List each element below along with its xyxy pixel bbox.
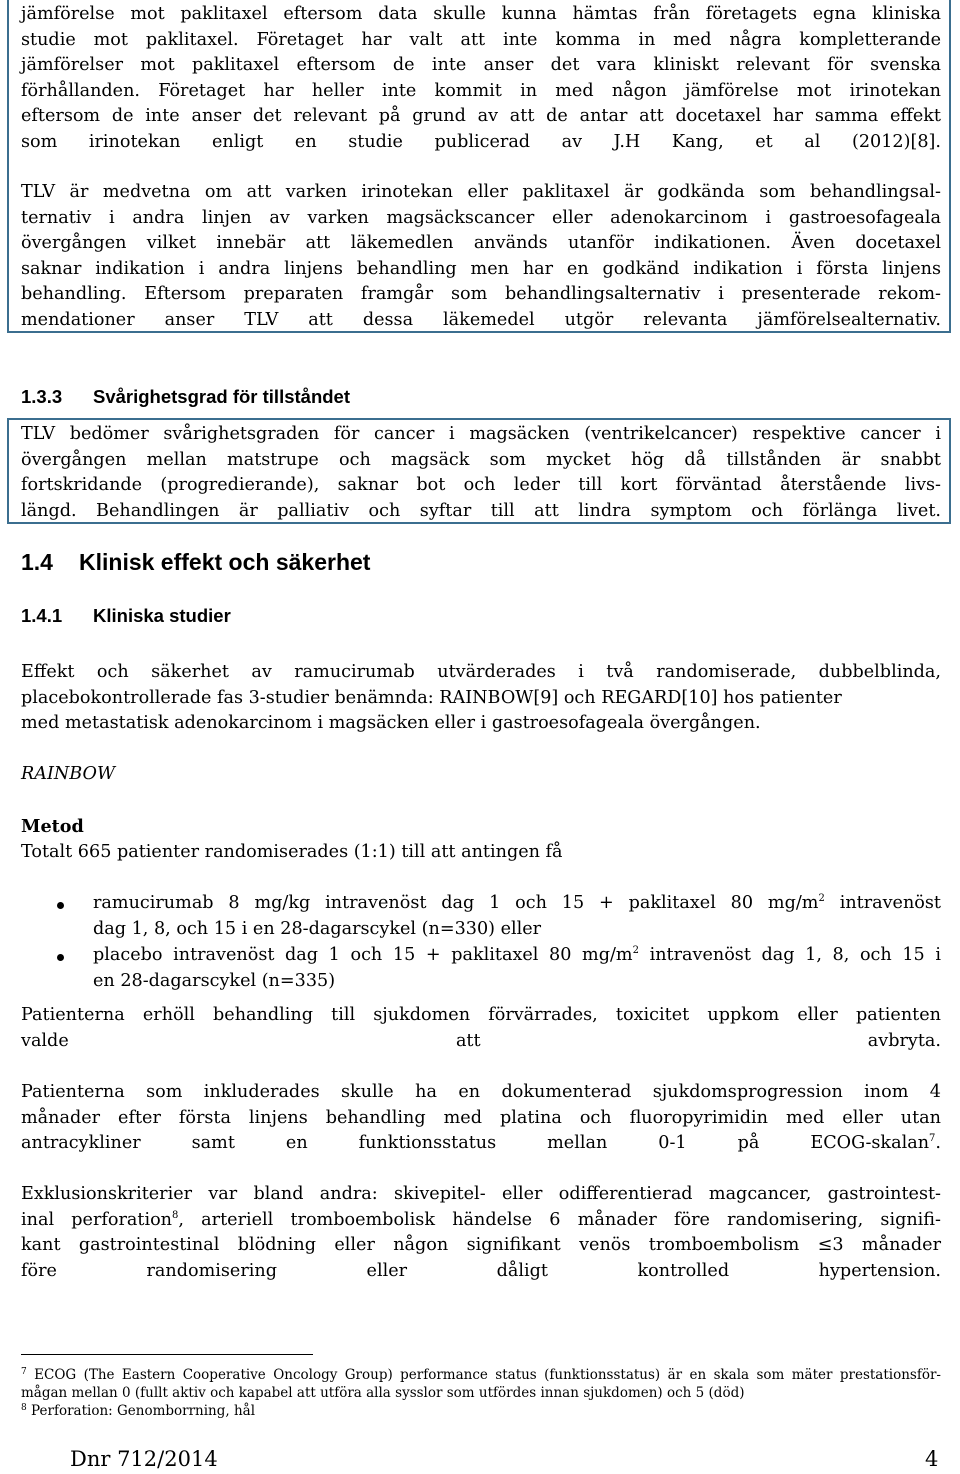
text-line: mendationer anser TLV att dessa läkemedel utgör relevanta jämförelsealternativ. (21, 309, 941, 330)
text-line: placebo intravenöst dag 1 och 15 + paklitaxel 80 $mg/m^2$ intravenöst dag 1, 8, och 15 i (93, 945, 941, 965)
rainbow-label: RAINBOW (21, 764, 116, 784)
text-line: antracykliner samt en funktionsstatus mellan 0-1 på ECOG-skalan$^7$. (21, 1133, 941, 1153)
text-line: Exklusionskriterier var bland andra: skivepitel- eller odifferentierad magcancer, gastrointest- (21, 1184, 941, 1204)
footnote-line: $^8$ Perforation: Genomborrning, hål (21, 1403, 256, 1419)
metod-label: Metod (21, 816, 84, 837)
text-line: en 28-dagarscykel (n=335) (93, 970, 336, 991)
section-number: 1.4 (21, 549, 53, 575)
text-line: längd. Behandlingen är palliativ och syftar till att lindra symptom och förlänga livet. (21, 500, 941, 521)
text-line: jämförelse mot paklitaxel eftersom data skulle kunna hämtas från företagets egna kliniska (21, 4, 941, 24)
text-line: dag 1, 8, och 15 i en 28-dagarscykel (n=330) eller (93, 918, 542, 939)
section-number: 1.4.1 (21, 605, 63, 626)
text-line: Patienterna erhöll behandling till sjukdomen förvärrades, toxicitet uppkom eller patienten (21, 1005, 941, 1025)
text-line: eftersom de inte anser det relevant på grund av att de antar att docetaxel har samma effekt (21, 106, 941, 126)
section-title: Klinisk effekt och säkerhet (79, 549, 371, 575)
section-title: Kliniska studier (93, 605, 231, 626)
metod-intro: Totalt 665 patienter randomiserades (1:1) till att antingen få (21, 842, 563, 862)
studies-intro-paragraph (21, 660, 941, 737)
text-line: studie mot paklitaxel. Företaget har valt att inte komma in med några kompletterande (21, 29, 941, 50)
text-line: placebokontrollerade fas 3-studier benämnda: RAINBOW[9] och REGARD[10] hos patienter (21, 687, 842, 708)
text-line: ramucirumab 8 mg/kg intravenöst dag 1 och 15 + paklitaxel 80 $mg/m^2$ intravenöst (93, 893, 941, 913)
text-line: kant gastrointestinal blödning eller någon signifikant venös tromboembolism ≤3 månader (21, 1235, 941, 1255)
text-line: förhållanden. Företaget har heller inte kommit in med någon jämförelse mot irinotekan (21, 80, 941, 101)
section-number: 1.3.3 (21, 386, 63, 407)
tlv-assessment-paragraph (21, 180, 941, 333)
text-line: jämförelser mot paklitaxel eftersom de inte anser det vara kliniskt relevant för svenska (21, 55, 941, 75)
text-line: ternativ i andra linjen av varken magsäckscancer eller adenokarcinom i gastroesofageala (21, 207, 941, 228)
text-line: med metastatisk adenokarcinom i magsäcken eller i gastroesofageala övergången. (21, 713, 761, 733)
text-line: övergången mellan matstrupe och magsäck som mycket hög då tillstånden är snabbt (21, 449, 941, 470)
text-line: valde att avbryta. (21, 1030, 941, 1051)
list-item (21, 891, 941, 943)
text-line: övergången vilket innebär att läkemedlen används utanför indikationen. Även docetaxel (21, 233, 941, 253)
section-heading-1-3-3 (21, 386, 350, 408)
text-line: fortskridande (progredierande), saknar bot och leder till kort förväntad återstående livs- (21, 475, 941, 495)
text-line: saknar indikation i andra linjens behandling men har en godkänd indikation i första linjens (21, 258, 941, 279)
document-number: Dnr 712/2014 (70, 1447, 218, 1471)
section-heading-1-4 (21, 549, 370, 576)
list-item (21, 943, 941, 995)
text-line: behandling. Eftersom preparaten framgår som behandlingsalternativ i presenterade rekom- (21, 284, 941, 304)
text-line: TLV bedömer svårighetsgraden för cancer i magsäcken (ventrikelcancer) respektive cancer i (21, 424, 941, 444)
section-title: Svårighetsgrad för tillståndet (93, 386, 350, 407)
treatment-paragraph (21, 1003, 941, 1054)
severity-paragraph (21, 422, 941, 524)
page-number: 4 (925, 1447, 939, 1471)
comparison-paragraph (21, 2, 941, 155)
footnote-line: $^7$ ECOG (The Eastern Cooperative Oncology Group) performance status (funktionsstatus) är en skala som mäter prestationsför- (21, 1367, 941, 1383)
footnote-line: mågan mellan 0 (fullt aktiv och kapabel att utföra alla sysslor som utfördes innan sjukdomen) och 5 (död) (21, 1384, 745, 1401)
bullet-icon (57, 954, 64, 961)
bullet-icon (57, 902, 64, 909)
footnote-7 (21, 1367, 941, 1402)
exclusion-paragraph (21, 1182, 941, 1284)
text-line: månader efter första linjens behandling med platina och fluoropyrimidin med eller utan (21, 1107, 941, 1128)
text-line: som irinotekan enligt en studie publicerad av J.H Kang, et al (2012)[8]. (21, 131, 941, 152)
footnote-divider (21, 1354, 313, 1355)
text-line: Patienterna som inkluderades skulle ha en dokumenterad sjukdomsprogression inom 4 (21, 1082, 941, 1102)
section-heading-1-4-1 (21, 605, 231, 627)
text-line: före randomisering eller dåligt kontrolled hypertension. (21, 1260, 941, 1281)
text-line: inal perforation$^8$, arteriell tromboembolisk händelse 6 månader före randomisering, signifi- (21, 1209, 941, 1230)
inclusion-paragraph (21, 1080, 941, 1157)
text-line: Effekt och säkerhet av ramucirumab utvärderades i två randomiserade, dubbelblinda, (21, 662, 941, 682)
text-line: TLV är medvetna om att varken irinotekan eller paklitaxel är godkända som behandlingsal- (21, 182, 941, 202)
footnote-8 (21, 1403, 941, 1421)
